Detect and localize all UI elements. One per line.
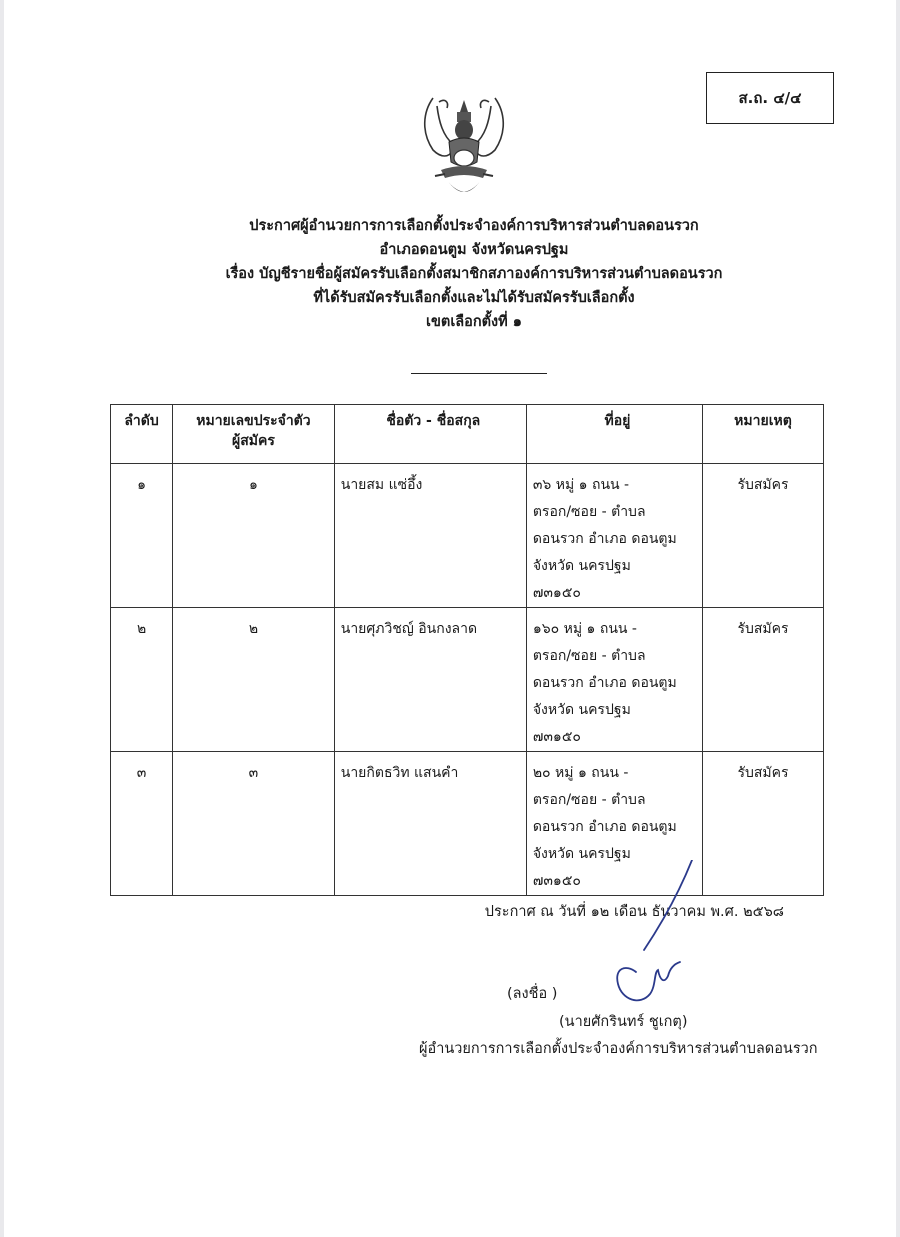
candidate-table [110, 404, 824, 896]
form-code: ส.ถ. ๔/๔ [738, 89, 802, 107]
table-row [111, 752, 824, 896]
cell-name: นายกิตธวิท แสนคำ [334, 752, 526, 896]
cell-name: นายศุภวิชญ์ อินกงลาด [334, 608, 526, 752]
cell-order: ๑ [111, 464, 173, 608]
address-line: ตรอก/ซอย - ตำบล [532, 792, 646, 808]
address-line: ดอนรวก อำเภอ ดอนตูม [532, 675, 677, 691]
cell-candidate-no: ๑ [173, 464, 335, 608]
cell-address [526, 608, 702, 752]
address-line: ตรอก/ซอย - ตำบล [532, 648, 646, 664]
signer-name: (นายศักรินทร์ ชูเกตุ) [559, 1014, 688, 1030]
sign-label: (ลงชื่อ ) [507, 986, 558, 1002]
address-line: ๗๓๑๕๐ [532, 729, 581, 745]
heading-divider [411, 373, 547, 374]
garuda-emblem-icon [419, 92, 509, 204]
address-line: ๗๓๑๕๐ [532, 585, 581, 601]
header-order: ลำดับ [111, 405, 173, 464]
form-code-box [706, 72, 834, 124]
cell-candidate-no: ๒ [173, 608, 335, 752]
header-name: ชื่อตัว - ชื่อสกุล [334, 405, 526, 464]
header-address: ที่อยู่ [526, 405, 702, 464]
table-row [111, 464, 824, 608]
address-line: ดอนรวก อำเภอ ดอนตูม [532, 819, 677, 835]
cell-order: ๒ [111, 608, 173, 752]
cell-name: นายสม แซ่อึ้ง [334, 464, 526, 608]
header-candidate-no-line1: หมายเลขประจำตัว [196, 413, 311, 429]
address-line: ๒๐ หมู่ ๑ ถนน - [532, 765, 629, 781]
cell-order: ๓ [111, 752, 173, 896]
handwritten-signature [584, 860, 714, 1010]
address-line: จังหวัด นครปฐม [532, 558, 631, 574]
cell-remark: รับสมัคร [703, 464, 824, 608]
heading-line: ประกาศผู้อำนวยการการเลือกตั้งประจำองค์การบริหารส่วนตำบลดอนรวก [249, 218, 699, 234]
address-line: จังหวัด นครปฐม [532, 846, 631, 862]
heading-line: เรื่อง บัญชีรายชื่อผู้สมัครรับเลือกตั้งสมาชิกสภาองค์การบริหารส่วนตำบลดอนรวก [225, 266, 723, 282]
address-line: ดอนรวก อำเภอ ดอนตูม [532, 531, 677, 547]
cell-address [526, 464, 702, 608]
heading-line: เขตเลือกตั้งที่ ๑ [426, 314, 522, 330]
header-candidate-no [173, 405, 335, 464]
heading-line: ที่ได้รับสมัครรับเลือกตั้งและไม่ได้รับสมัครรับเลือกตั้ง [313, 290, 635, 306]
heading-line: อำเภอดอนตูม จังหวัดนครปฐม [379, 242, 569, 258]
cell-remark: รับสมัคร [703, 752, 824, 896]
address-line: ๑๖๐ หมู่ ๑ ถนน - [532, 621, 637, 637]
header-remark: หมายเหตุ [703, 405, 824, 464]
announcement-heading [154, 214, 794, 334]
signer-title: ผู้อำนวยการการเลือกตั้งประจำองค์การบริหารส่วนตำบลดอนรวก [419, 1041, 818, 1057]
cell-remark: รับสมัคร [703, 608, 824, 752]
header-candidate-no-line2: ผู้สมัคร [232, 433, 275, 449]
table-header-row [111, 405, 824, 464]
address-line: จังหวัด นครปฐม [532, 702, 631, 718]
cell-candidate-no: ๓ [173, 752, 335, 896]
address-line: ตรอก/ซอย - ตำบล [532, 504, 646, 520]
table-row [111, 608, 824, 752]
address-line: ๗๓๑๕๐ [532, 873, 581, 889]
address-line: ๓๖ หมู่ ๑ ถนน - [532, 477, 630, 493]
announcement-date: ประกาศ ณ วันที่ ๑๒ เดือน ธันวาคม พ.ศ. ๒๕๖๘ [484, 904, 784, 920]
document-page [4, 0, 896, 1237]
